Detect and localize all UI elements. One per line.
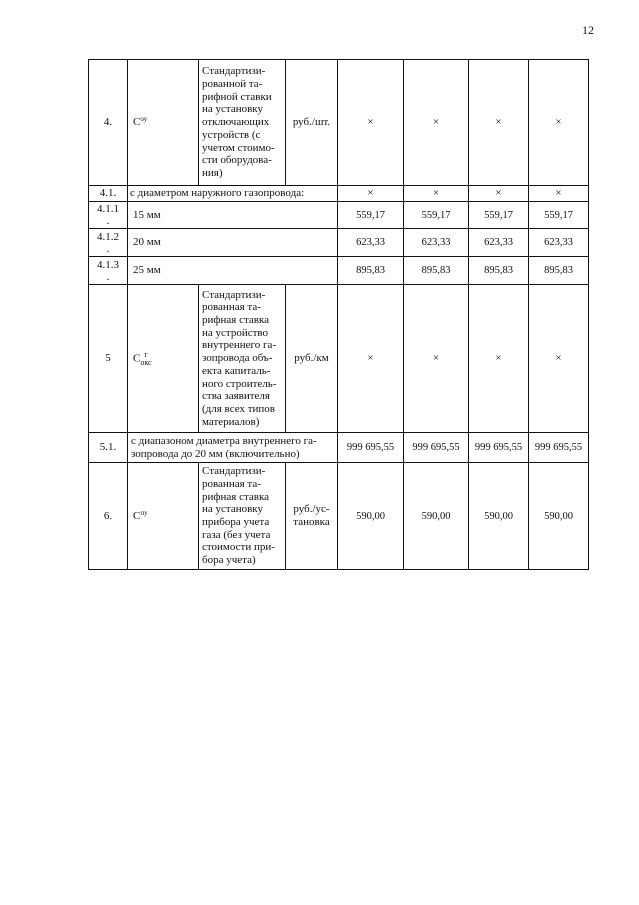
- symbol-cell: [128, 463, 199, 570]
- value-cell: 590,00: [338, 463, 404, 570]
- value-cell: 895,83: [404, 257, 469, 285]
- value-cell: 623,33: [469, 229, 529, 257]
- value-cell: 559,17: [404, 202, 469, 229]
- row-text: с диапазоном диаметра внутреннего га- зопровода до 20 мм (включительно): [128, 433, 338, 463]
- unit-cell: руб./км: [286, 285, 338, 433]
- row-text: 20 мм: [128, 229, 338, 257]
- value-cell: ×: [338, 60, 404, 186]
- symbol-cell: [128, 285, 199, 433]
- value-cell: 590,00: [404, 463, 469, 570]
- table-row-4-1: [89, 186, 589, 202]
- value-cell: 999 695,55: [338, 433, 404, 463]
- value-cell: ×: [469, 186, 529, 202]
- value-cell: 559,17: [469, 202, 529, 229]
- description-cell: Стандартизи- рованная та- рифная ставка на установку прибора учета газа (без учета стоимости при- бора учета): [199, 463, 286, 570]
- table-row-6: [89, 463, 589, 570]
- table-row-4-1-3: [89, 257, 589, 285]
- page-number: 12: [582, 23, 594, 37]
- table-row-5: [89, 285, 589, 433]
- unit-cell: руб./ус- тановка: [286, 463, 338, 570]
- value-cell: ×: [469, 60, 529, 186]
- value-cell: ×: [338, 186, 404, 202]
- value-cell: 559,17: [529, 202, 589, 229]
- value-cell: 623,33: [338, 229, 404, 257]
- value-cell: ×: [404, 285, 469, 433]
- row-text: с диаметром наружного газопровода:: [128, 186, 338, 202]
- value-cell: 623,33: [529, 229, 589, 257]
- value-cell: 590,00: [469, 463, 529, 570]
- value-cell: ×: [404, 186, 469, 202]
- value-cell: ×: [404, 60, 469, 186]
- value-cell: 590,00: [529, 463, 589, 570]
- symbol-indices: [140, 351, 151, 367]
- row-number: 6.: [89, 463, 128, 570]
- symbol-superscript: оу: [140, 115, 148, 123]
- value-cell: 895,83: [338, 257, 404, 285]
- table-row-4: [89, 60, 589, 186]
- value-cell: 999 695,55: [469, 433, 529, 463]
- tariff-table: [88, 59, 589, 570]
- description-cell: Стандартизи- рованной та- рифной ставки на установку отключающих устройств (с учетом стоимо- сти оборудова- ния): [199, 60, 286, 186]
- value-cell: ×: [469, 285, 529, 433]
- value-cell: 999 695,55: [404, 433, 469, 463]
- row-number: 4.: [89, 60, 128, 186]
- value-cell: ×: [529, 186, 589, 202]
- row-number: 4.1.3 .: [89, 257, 128, 285]
- value-cell: 895,83: [529, 257, 589, 285]
- row-number: 5.1.: [89, 433, 128, 463]
- row-text: 25 мм: [128, 257, 338, 285]
- value-cell: 895,83: [469, 257, 529, 285]
- row-number: 5: [89, 285, 128, 433]
- row-number: 4.1.2 .: [89, 229, 128, 257]
- value-cell: ×: [529, 285, 589, 433]
- symbol-base: С: [133, 509, 141, 522]
- description-cell: Стандартизи- рованная та- рифная ставка на устройство внутреннего га- зопровода объ- екта капиталь- ного строитель- ства заявителя (для всех типов материалов): [199, 285, 286, 433]
- value-cell: 999 695,55: [529, 433, 589, 463]
- value-cell: 559,17: [338, 202, 404, 229]
- table-row-4-1-2: [89, 229, 589, 257]
- table-row-4-1-1: [89, 202, 589, 229]
- symbol-superscript: пу: [140, 508, 148, 517]
- value-cell: 623,33: [404, 229, 469, 257]
- value-cell: ×: [529, 60, 589, 186]
- symbol-base: С: [133, 116, 141, 128]
- symbol-superscript: г: [144, 349, 148, 359]
- row-number: 4.1.1 .: [89, 202, 128, 229]
- value-cell: ×: [338, 285, 404, 433]
- symbol-subscript: окс: [140, 357, 152, 367]
- row-text: 15 мм: [128, 202, 338, 229]
- unit-cell: руб./шт.: [286, 60, 338, 186]
- row-number: 4.1.: [89, 186, 128, 202]
- symbol-base: С: [133, 352, 141, 364]
- table-row-5-1: [89, 433, 589, 463]
- symbol-cell: [128, 60, 199, 186]
